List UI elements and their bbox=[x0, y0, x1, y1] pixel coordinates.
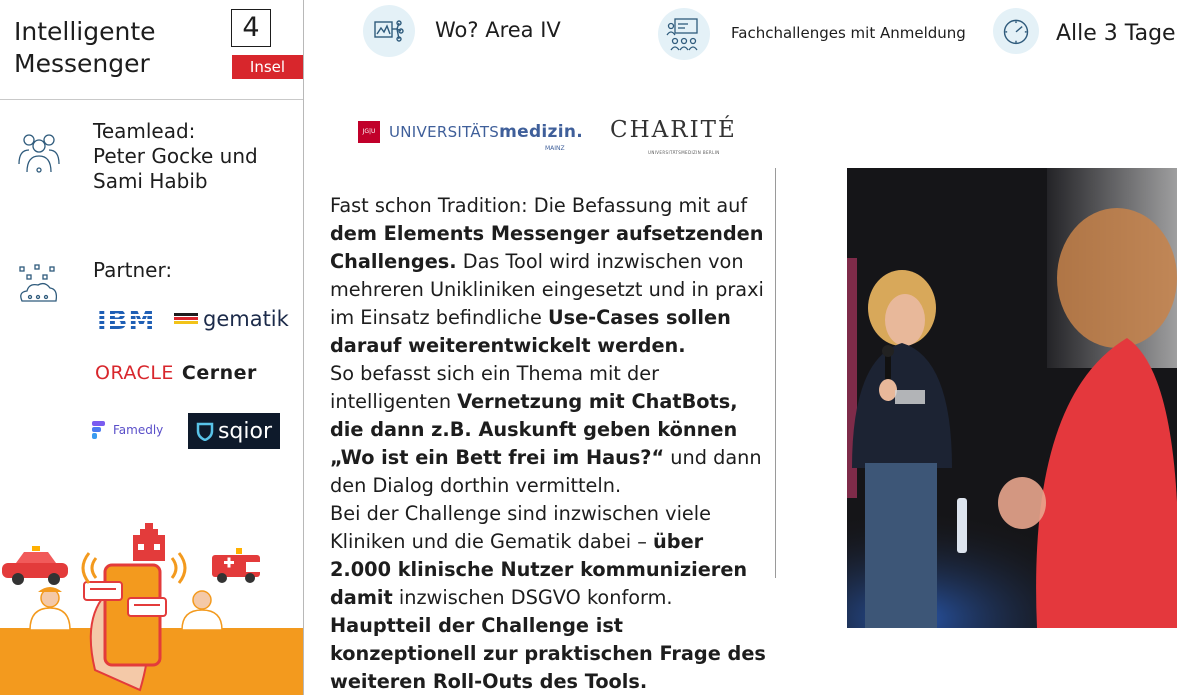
body-p1-d: Use-Cases sollen darauf weiterentwickelt werden. bbox=[330, 306, 731, 357]
gematik-flag-icon bbox=[174, 313, 198, 325]
famedly-wordmark: Famedly bbox=[113, 423, 164, 437]
unimedizin-wordmark bbox=[389, 122, 583, 142]
charite-logo: CHARITÉ bbox=[610, 117, 737, 143]
title-line-1: Intelligente bbox=[14, 17, 156, 46]
cerner-wordmark: Cerner bbox=[181, 362, 257, 384]
unimedizin-mainz-logo bbox=[358, 121, 583, 143]
teamlead-names-line-1: Peter Gocke und bbox=[93, 144, 258, 168]
messenger-illustration bbox=[0, 520, 303, 695]
map-area-icon bbox=[363, 5, 415, 57]
team-people-icon bbox=[16, 128, 62, 180]
famedly-mark-icon bbox=[92, 421, 106, 439]
oracle-cerner-logo bbox=[95, 362, 257, 384]
body-p2-a: So befasst sich ein Thema mit der intelligenten bbox=[330, 362, 660, 413]
sqior-wordmark: sqior bbox=[217, 418, 273, 444]
text-column-rule bbox=[775, 168, 776, 578]
body-p2-b: Vernetzung mit ChatBots, die dann z.B. Auskunft geben können „Wo ist ein Bett frei im Haus?“ bbox=[330, 390, 738, 469]
island-number: 4 bbox=[231, 9, 271, 47]
partner-label: Partner: bbox=[93, 258, 173, 282]
charite-subtitle: UNIVERSITÄTSMEDIZIN BERLIN bbox=[648, 150, 720, 155]
teamlead-label: Teamlead: bbox=[93, 119, 196, 143]
challenge-description bbox=[330, 192, 770, 695]
location-text: Wo? Area IV bbox=[435, 18, 561, 42]
cloud-network-icon bbox=[16, 263, 62, 313]
body-p1-a: Fast schon Tradition: Die Befassung mit auf bbox=[330, 194, 748, 217]
vertical-divider bbox=[303, 0, 304, 695]
body-p3-c: inzwischen DSGVO konform. bbox=[392, 586, 673, 609]
teamlead-block bbox=[93, 119, 258, 194]
jgu-mark: JG|U bbox=[358, 121, 380, 143]
format-text: Fachchallenges mit Anmeldung bbox=[731, 24, 966, 42]
page-title bbox=[14, 16, 156, 80]
unimedizin-prefix: UNIVERSITÄTS bbox=[389, 123, 500, 141]
ibm-logo: IBM bbox=[97, 306, 156, 336]
oracle-wordmark: ORACLE bbox=[95, 362, 174, 384]
horizontal-divider bbox=[0, 99, 303, 100]
body-p1-b: dem Elements Messenger aufsetzenden Challenges. bbox=[330, 222, 764, 273]
body-p1-c: Das Tool wird inzwischen von mehreren Unikliniken eingesetzt und in praxi im Einsatz befindliche bbox=[330, 250, 764, 329]
body-p3-a: Bei der Challenge sind inzwischen viele Kliniken und die Gematik dabei – bbox=[330, 502, 712, 553]
car-icon bbox=[2, 546, 68, 585]
stopwatch-icon bbox=[993, 8, 1039, 54]
ambulance-icon bbox=[212, 548, 260, 583]
unimedizin-bold: medizin. bbox=[499, 122, 584, 142]
body-p3-d: Hauptteil der Challenge ist konzeptionell zur praktischen Frage des weiteren Roll-Outs des Tools. bbox=[330, 614, 766, 693]
teamlead-names-line-2: Sami Habib bbox=[93, 169, 208, 193]
presentation-icon bbox=[658, 8, 710, 60]
body-p3-b: über 2.000 klinische Nutzer kommunizieren damit bbox=[330, 530, 748, 609]
famedly-logo bbox=[92, 421, 163, 439]
unimedizin-city: MAINZ bbox=[545, 145, 565, 152]
sqior-logo bbox=[188, 413, 280, 449]
hospital-icon bbox=[133, 523, 165, 561]
gematik-logo bbox=[174, 307, 289, 331]
island-badge: Insel bbox=[232, 55, 303, 79]
frequency-text: Alle 3 Tage bbox=[1056, 21, 1176, 46]
sqior-shield-icon bbox=[196, 421, 214, 441]
body-p2-c: und dann den Dialog dorthin vermitteln. bbox=[330, 446, 762, 497]
speaker-photo bbox=[847, 168, 1177, 628]
gematik-wordmark: gematik bbox=[203, 307, 289, 331]
title-line-2: Messenger bbox=[14, 49, 150, 78]
